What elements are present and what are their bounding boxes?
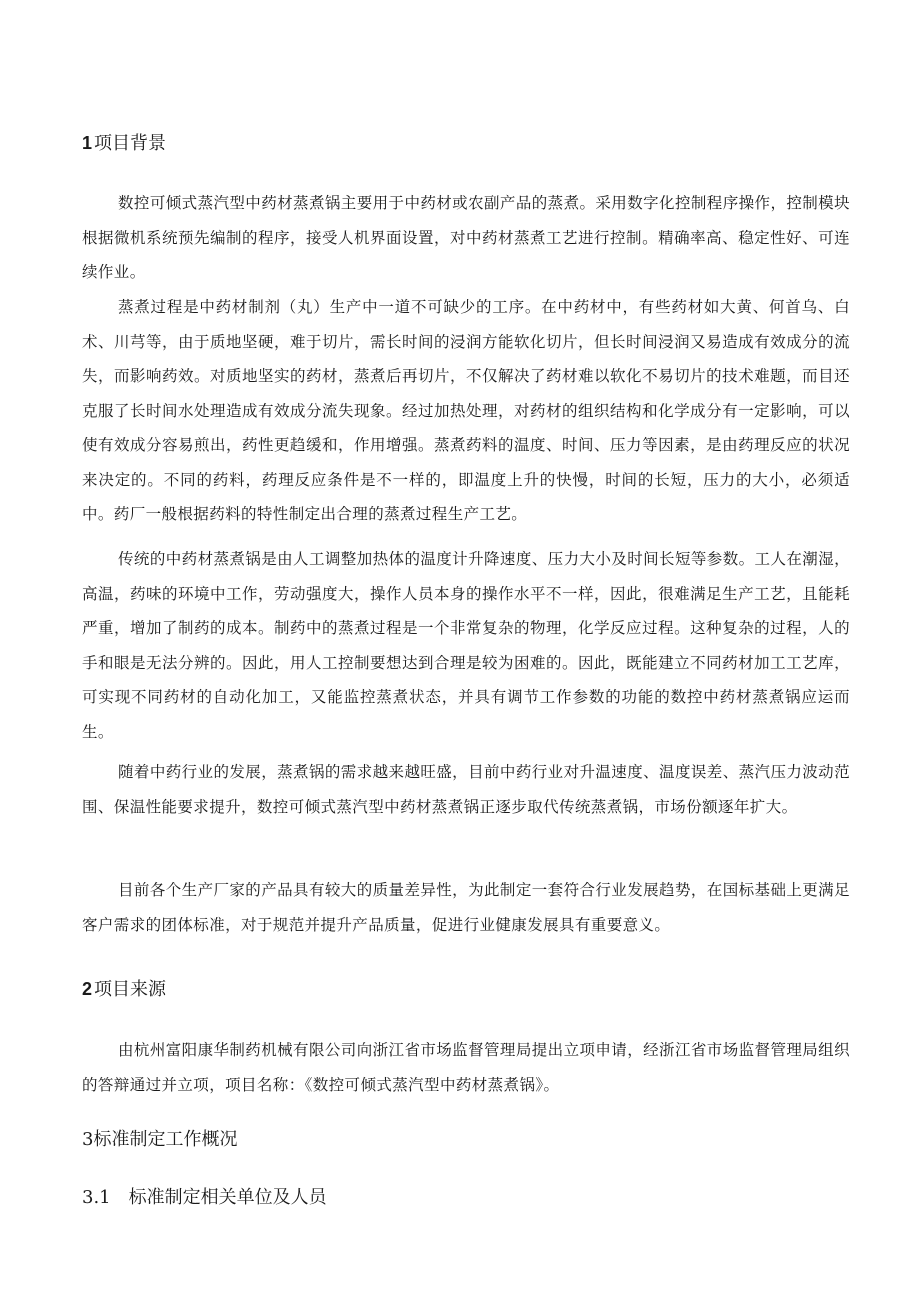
section-number: 3	[82, 1129, 94, 1150]
section-heading-2	[82, 977, 166, 1002]
paragraph: 数控可倾式蒸汽型中药材蒸煮锅主要用于中药材或农副产品的蒸煮。采用数字化控制程序操作，控制模块根据微机系统预先编制的程序，接受人机界面设置，对中药材蒸煮工艺进行控制。精确率高、稳定性好、可连续作业。	[82, 194, 850, 281]
section-heading-3	[82, 1128, 237, 1152]
section-number: 2	[82, 979, 93, 999]
paragraph: 传统的中药材蒸煮锅是由人工调整加热体的温度计升降速度、压力大小及时间长短等参数。工人在潮湿，高温，药味的环境中工作，劳动强度大，操作人员本身的操作水平不一样，因此，很难满足生产工艺，且能耗严重，增加了制药的成本。制药中的蒸煮过程是一个非常复杂的物理，化学反应过程。这种复杂的过程，人的手和眼是无法分辨的。因此，用人工控制要想达到合理是较为困难的。因此，既能建立不同药材加工工艺库，可实现不同药材的自动化加工，又能监控蒸煮状态，并具有调节工作参数的功能的数控中药材蒸煮锅应运而生。	[82, 550, 850, 741]
paragraph: 目前各个生产厂家的产品具有较大的质量差异性，为此制定一套符合行业发展趋势，在国标基础上更满足客户需求的团体标准，对于规范并提升产品质量，促进行业健康发展具有重要意义。	[82, 881, 850, 934]
section-title: 项目来源	[94, 979, 167, 1000]
section-title: 标准制定工作概况	[93, 1129, 238, 1150]
section-number: 1	[82, 133, 93, 153]
section-title: 项目背景	[94, 133, 167, 154]
paragraph: 随着中药行业的发展，蒸煮锅的需求越来越旺盛，目前中药行业对升温速度、温度误差、蒸汽压力波动范围、保温性能要求提升，数控可倾式蒸汽型中药材蒸煮锅正逐步取代传统蒸煮锅，市场份额逐年扩大。	[82, 763, 850, 816]
section-title: 标准制定相关单位及人员	[128, 1187, 327, 1208]
subsection-heading-3-1	[82, 1186, 327, 1210]
section-heading-1	[82, 131, 166, 156]
paragraph: 由杭州富阳康华制药机械有限公司向浙江省市场监督管理局提出立项申请，经浙江省市场监督管理局组织的答辩通过并立项，项目名称：《数控可倾式蒸汽型中药材蒸煮锅》。	[82, 1041, 850, 1094]
section-number: 3.1	[82, 1187, 111, 1208]
paragraph: 蒸煮过程是中药材制剂（丸）生产中一道不可缺少的工序。在中药材中，有些药材如大黄、何首乌、白术、川芎等，由于质地坚硬，难于切片，需长时间的浸润方能软化切片，但长时间浸润又易造成有效成分的流失，而影响药效。对质地坚实的药材，蒸煮后再切片，不仅解决了药材难以软化不易切片的技术难题，而目还克服了长时间水处理造成有效成分流失现象。经过加热处理，对药材的组织结构和化学成分有一定影响，可以使有效成分容易煎出，药性更趋缓和，作用增强。蒸煮药料的温度、时间、压力等因素，是由药理反应的状况来决定的。不同的药料，药理反应条件是不一样的，即温度上升的快慢，时间的长短，压力的大小，必须适中。药厂一般根据药料的特性制定出合理的蒸煮过程生产工艺。	[82, 298, 850, 523]
